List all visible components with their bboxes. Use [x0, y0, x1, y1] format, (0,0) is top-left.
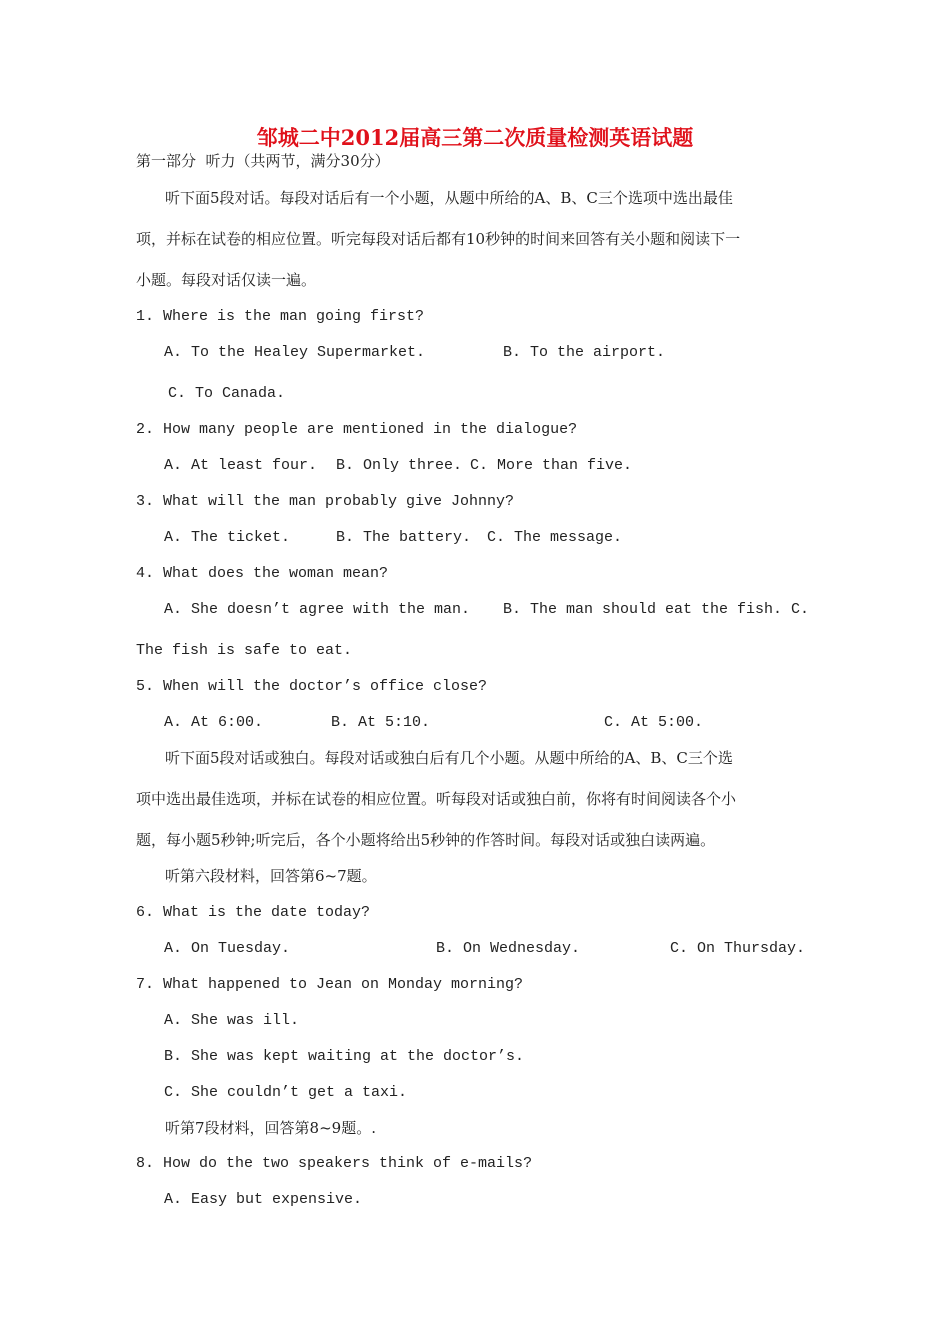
section2-intro-line-1: 听下面5段对话或独白。每段对话或独白后有几个小题。从题中所给的A、B、C三个选 — [165, 749, 733, 767]
question-6-stem: 6. What is the date today? — [136, 904, 371, 921]
section1-intro-line-2: 项，并标在试卷的相应位置。听完每段对话后都有10秒钟的时间来回答有关小题和阅读下一 — [136, 230, 741, 248]
question-1-option-c: C. To Canada. — [168, 385, 286, 402]
document-title: 邹城二中2012届高三第二次质量检测英语试题 — [256, 125, 694, 150]
material-7-instruction: 听第7段材料，回答第8~9题。. — [165, 1119, 376, 1137]
question-8-stem: 8. How do the two speakers think of e-mails? — [136, 1155, 533, 1172]
question-7-option-b: B. She was kept waiting at the doctor’s. — [164, 1048, 525, 1065]
section2-intro-line-3: 题，每小题5秒钟;听完后，各个小题将给出5秒钟的作答时间。每段对话或独白读两遍。 — [136, 831, 716, 849]
question-5-option-c: C. At 5:00. — [604, 714, 704, 731]
question-8-option-a: A. Easy but expensive. — [164, 1191, 363, 1208]
question-3-stem: 3. What will the man probably give Johnny? — [136, 493, 515, 510]
question-1-option-a: A. To the Healey Supermarket. — [164, 344, 426, 361]
question-6-option-b: B. On Wednesday. — [436, 940, 581, 957]
question-7-option-a: A. She was ill. — [164, 1012, 300, 1029]
section1-intro-line-3: 小题。每段对话仅读一遍。 — [136, 271, 317, 289]
question-4-option-a: A. She doesn’t agree with the man. — [164, 601, 471, 618]
section2-intro-line-2: 项中选出最佳选项，并标在试卷的相应位置。听每段对话或独白前，你将有时间阅读各个小 — [136, 790, 737, 808]
question-4-stem: 4. What does the woman mean? — [136, 565, 389, 582]
material-6-instruction: 听第六段材料，回答第6~7题。 — [165, 867, 377, 885]
question-1-option-b: B. To the airport. — [503, 344, 666, 361]
question-2-stem: 2. How many people are mentioned in the dialogue? — [136, 421, 578, 438]
question-5-option-a: A. At 6:00. — [164, 714, 264, 731]
question-4-option-b: B. The man should eat the fish. C. — [503, 601, 810, 618]
question-5-option-b: B. At 5:10. — [331, 714, 431, 731]
question-3-option-b: B. The battery. — [336, 529, 472, 546]
question-2-option-c: C. More than five. — [470, 457, 633, 474]
question-4-option-c: The fish is safe to eat. — [136, 642, 353, 659]
question-2-option-a: A. At least four. — [164, 457, 318, 474]
question-6-option-a: A. On Tuesday. — [164, 940, 291, 957]
question-7-option-c: C. She couldn’t get a taxi. — [164, 1084, 408, 1101]
question-3-option-a: A. The ticket. — [164, 529, 291, 546]
question-3-option-c: C. The message. — [487, 529, 623, 546]
part1-heading: 第一部分 听力（共两节，满分30分） — [136, 152, 390, 170]
question-1-stem: 1. Where is the man going first? — [136, 308, 425, 325]
question-6-option-c: C. On Thursday. — [670, 940, 806, 957]
question-2-option-b: B. Only three. — [336, 457, 463, 474]
question-7-stem: 7. What happened to Jean on Monday morning? — [136, 976, 524, 993]
question-5-stem: 5. When will the doctor’s office close? — [136, 678, 488, 695]
section1-intro-line-1: 听下面5段对话。每段对话后有一个小题，从题中所给的A、B、C三个选项中选出最佳 — [165, 189, 733, 207]
